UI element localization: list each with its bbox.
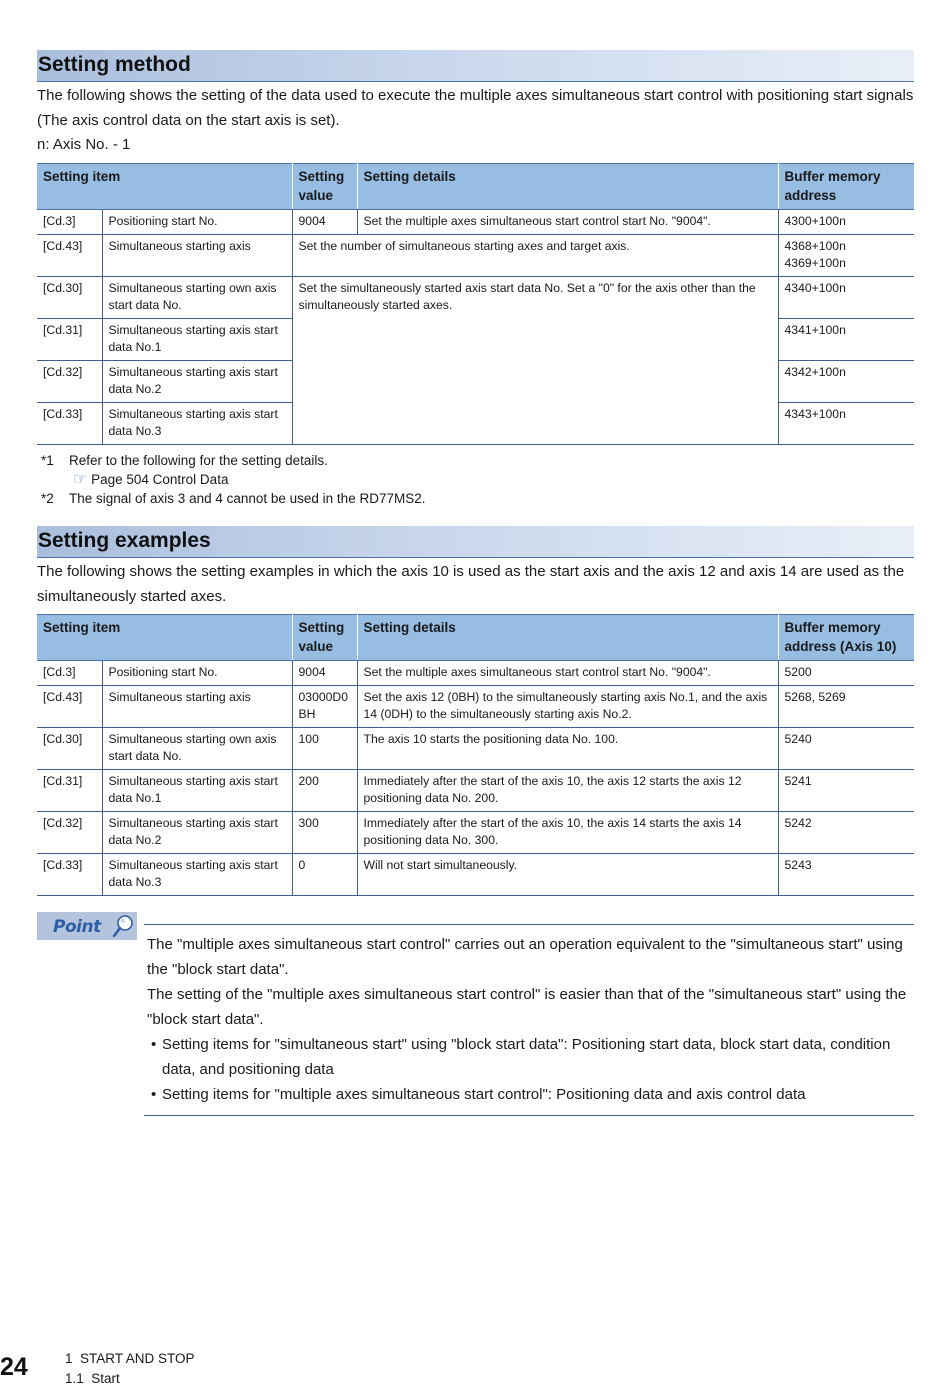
setting-examples-table (37, 614, 914, 896)
table-header-row (37, 615, 914, 661)
cell-details: Set the multiple axes simultaneous start control start No. "9004". (357, 661, 778, 686)
cell-address: 4340+100n (778, 276, 914, 318)
point-bottom-rule (144, 1115, 914, 1116)
cell-details: The axis 10 starts the positioning data No. 100. (357, 727, 778, 769)
header-setting-value: Setting value (292, 164, 357, 210)
page-number: 24 (0, 1353, 28, 1381)
cell-value: 0 (292, 853, 357, 895)
table-row (37, 276, 914, 318)
table-header-row (37, 164, 914, 210)
cell-name: Simultaneous starting axis start data No.2 (102, 811, 292, 853)
footer-section: 1.1 Start (65, 1371, 120, 1386)
point-badge (37, 912, 137, 940)
cell-code: [Cd.3] (37, 210, 102, 235)
footnotes (41, 451, 425, 508)
cell-name: Simultaneous starting axis start data No.3 (102, 402, 292, 444)
cell-code: [Cd.33] (37, 402, 102, 444)
intro-paragraph: The following shows the setting of the data used to execute the multiple axes simultaneous start control with positioning start signals (The axis control data on the start axis is set). (37, 87, 914, 129)
cell-code: [Cd.43] (37, 685, 102, 727)
cell-code: [Cd.32] (37, 360, 102, 402)
header-setting-item: Setting item (37, 164, 292, 210)
cell-code: [Cd.31] (37, 769, 102, 811)
cell-address: 4341+100n (778, 318, 914, 360)
footnote-mark: *2 (41, 491, 54, 506)
address-line: 4369+100n (784, 256, 846, 270)
table-row (37, 661, 914, 686)
cell-code: [Cd.32] (37, 811, 102, 853)
axis-note: n: Axis No. - 1 (37, 136, 131, 153)
footnote (41, 451, 425, 470)
section-title: Setting examples (38, 529, 211, 552)
cell-address: 5200 (778, 661, 914, 686)
cell-address: 5242 (778, 811, 914, 853)
cell-value: 200 (292, 769, 357, 811)
point-body (147, 932, 917, 1107)
cell-name: Positioning start No. (102, 661, 292, 686)
table-row (37, 234, 914, 276)
footnote (41, 489, 425, 508)
bullet-dot: • (151, 1036, 157, 1053)
header-buffer-address: Buffer memory address (Axis 10) (778, 615, 914, 661)
reference-text: Page 504 Control Data (91, 472, 229, 487)
bullet-text: Setting items for "simultaneous start" using "block start data": Positioning start data, block start data, condition data, and positioning data (162, 1036, 891, 1078)
cell-code: [Cd.30] (37, 276, 102, 318)
cell-details: Set the multiple axes simultaneous start control start No. "9004". (357, 210, 778, 235)
header-buffer-address: Buffer memory address (778, 164, 914, 210)
point-paragraph: The "multiple axes simultaneous start control" carries out an operation equivalent to the "simultaneous start" using the "block start data". (147, 936, 903, 978)
point-bullet (147, 1082, 917, 1107)
point-label: Point (53, 917, 101, 937)
section-heading-setting-method (37, 50, 914, 82)
cell-name: Simultaneous starting axis start data No.1 (102, 318, 292, 360)
reference-hand-icon: ☞ (73, 471, 88, 488)
table-row (37, 685, 914, 727)
cell-value: 03000D0 BH (292, 685, 357, 727)
section-title: Setting method (38, 53, 191, 76)
cell-address: 4343+100n (778, 402, 914, 444)
table-row (37, 811, 914, 853)
cell-value: 300 (292, 811, 357, 853)
footnote-text: The signal of axis 3 and 4 cannot be used in the RD77MS2. (69, 491, 426, 506)
cell-code: [Cd.33] (37, 853, 102, 895)
cell-name: Positioning start No. (102, 210, 292, 235)
table-row (37, 853, 914, 895)
cell-details: Will not start simultaneously. (357, 853, 778, 895)
cell-value: 100 (292, 727, 357, 769)
cell-address: 5241 (778, 769, 914, 811)
cell-name: Simultaneous starting own axis start data No. (102, 727, 292, 769)
bullet-text: Setting items for "multiple axes simultaneous start control": Positioning data and axis control data (162, 1086, 806, 1103)
cell-details: Set the axis 12 (0BH) to the simultaneously starting axis No.1, and the axis 14 (0DH) to the simultaneously starting axis No.2. (357, 685, 778, 727)
footnote-mark: *1 (41, 453, 54, 468)
magnifier-icon (111, 913, 135, 939)
table-row (37, 769, 914, 811)
point-paragraph: The setting of the "multiple axes simultaneous start control" is easier than that of the "simultaneous start" using the "block start data". (147, 986, 907, 1028)
header-setting-value: Setting value (292, 615, 357, 661)
cell-address (778, 234, 914, 276)
cell-name: Simultaneous starting axis start data No.1 (102, 769, 292, 811)
cell-code: [Cd.43] (37, 234, 102, 276)
address-line: 4368+100n (784, 238, 846, 253)
cell-address: 5243 (778, 853, 914, 895)
cell-value: 9004 (292, 661, 357, 686)
cell-address: 4300+100n (778, 210, 914, 235)
cell-address: 4342+100n (778, 360, 914, 402)
cell-details: Set the number of simultaneous starting axes and target axis. (292, 234, 778, 276)
point-bullet (147, 1032, 917, 1082)
cell-value: 9004 (292, 210, 357, 235)
header-setting-details: Setting details (357, 164, 778, 210)
footnote-text: Refer to the following for the setting details. (69, 453, 328, 468)
section-heading-setting-examples (37, 526, 914, 558)
table-row (37, 210, 914, 235)
intro-paragraph: The following shows the setting examples in which the axis 10 is used as the start axis and the axis 12 and axis 14 are used as the simultaneously started axes. (37, 563, 905, 605)
cell-name: Simultaneous starting own axis start data No. (102, 276, 292, 318)
running-footer (65, 1349, 195, 1389)
cell-code: [Cd.30] (37, 727, 102, 769)
cell-name: Simultaneous starting axis start data No.3 (102, 853, 292, 895)
cell-code: [Cd.31] (37, 318, 102, 360)
cell-name: Simultaneous starting axis (102, 234, 292, 276)
table-row (37, 727, 914, 769)
cell-code: [Cd.3] (37, 661, 102, 686)
cell-address: 5240 (778, 727, 914, 769)
cell-details: Immediately after the start of the axis 10, the axis 14 starts the axis 14 positioning data No. 300. (357, 811, 778, 853)
page-reference-link[interactable] (41, 470, 425, 489)
footer-chapter: 1 START AND STOP (65, 1351, 195, 1366)
point-top-rule (144, 924, 914, 925)
setting-method-table (37, 163, 914, 445)
header-setting-item: Setting item (37, 615, 292, 661)
cell-details: Immediately after the start of the axis 10, the axis 12 starts the axis 12 positioning data No. 200. (357, 769, 778, 811)
header-setting-details: Setting details (357, 615, 778, 661)
cell-name: Simultaneous starting axis (102, 685, 292, 727)
cell-name: Simultaneous starting axis start data No.2 (102, 360, 292, 402)
cell-address: 5268, 5269 (778, 685, 914, 727)
cell-details: Set the simultaneously started axis start data No. Set a "0" for the axis other than the simultaneously started axes. (292, 276, 778, 444)
bullet-dot: • (151, 1086, 157, 1103)
